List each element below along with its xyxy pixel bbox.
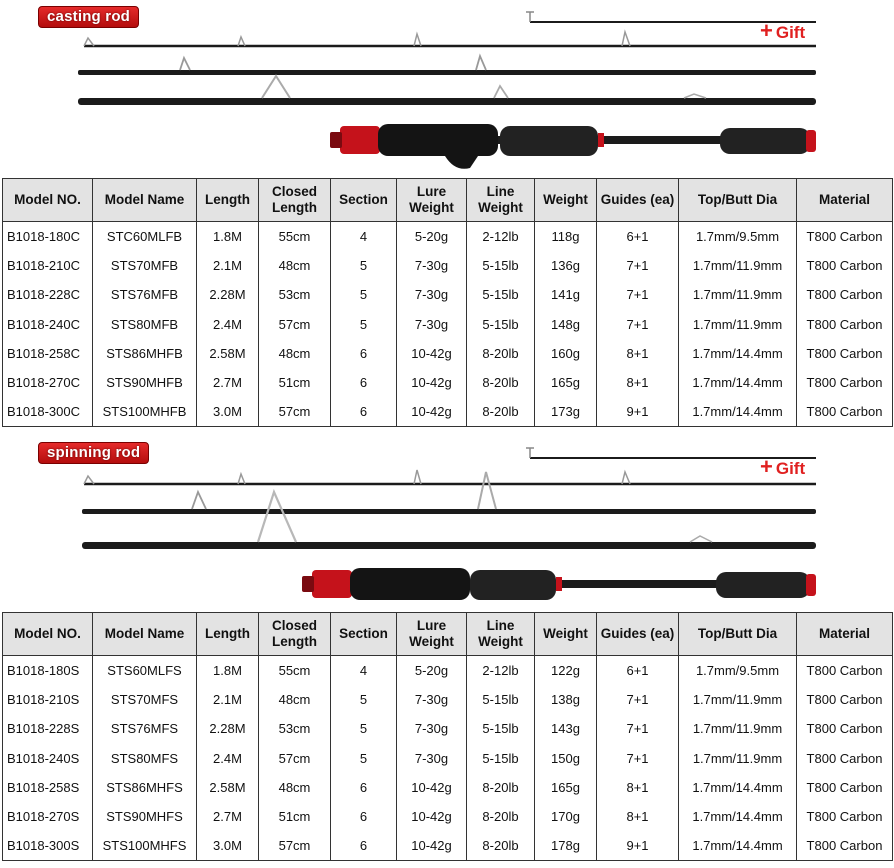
table-cell: STS90MHFS	[93, 802, 197, 831]
column-header	[259, 179, 331, 222]
plus-icon: +	[760, 18, 773, 43]
reel-seat-body	[350, 568, 470, 600]
table-cell: 1.7mm/14.4mm	[679, 773, 797, 802]
table-cell: 8-20lb	[467, 831, 535, 861]
column-header	[797, 613, 893, 656]
column-header	[3, 179, 93, 222]
table-cell: 2.7M	[197, 802, 259, 831]
table-cell: 8+1	[597, 802, 679, 831]
column-header-label: Closed	[271, 618, 317, 633]
line-guide	[478, 472, 496, 509]
line-guide	[494, 86, 508, 98]
table-cell: 48cm	[259, 773, 331, 802]
table-cell: B1018-240S	[3, 744, 93, 773]
table-cell: 10-42g	[397, 773, 467, 802]
column-header-label: Model NO.	[14, 626, 81, 641]
table-cell: 2.1M	[197, 685, 259, 714]
column-header	[597, 179, 679, 222]
table-cell: T800 Carbon	[797, 714, 893, 743]
table-cell: 10-42g	[397, 831, 467, 861]
table-row	[3, 397, 893, 427]
column-header-label: Lure	[416, 184, 447, 199]
table-cell: B1018-210S	[3, 685, 93, 714]
table-cell: 1.8M	[197, 222, 259, 252]
table-cell: STS90MHFB	[93, 368, 197, 397]
line-guide	[684, 94, 706, 98]
table-cell: 10-42g	[397, 397, 467, 427]
table-cell: 7-30g	[397, 685, 467, 714]
table-cell: 7-30g	[397, 310, 467, 339]
fore-grip	[470, 570, 556, 600]
table-cell: 8-20lb	[467, 397, 535, 427]
table-cell: 8-20lb	[467, 368, 535, 397]
table-cell: 1.7mm/11.9mm	[679, 685, 797, 714]
table-row	[3, 656, 893, 686]
table-cell: 7-30g	[397, 714, 467, 743]
table-cell: 7+1	[597, 744, 679, 773]
table-cell: 1.7mm/14.4mm	[679, 368, 797, 397]
table-cell: T800 Carbon	[797, 802, 893, 831]
table-cell: B1018-228S	[3, 714, 93, 743]
table-cell: 57cm	[259, 397, 331, 427]
table-cell: B1018-228C	[3, 280, 93, 309]
line-guide	[258, 492, 296, 542]
line-guide	[476, 56, 486, 70]
column-header	[797, 179, 893, 222]
table-cell: 5	[331, 744, 397, 773]
table-cell: 2-12lb	[467, 656, 535, 686]
table-cell: T800 Carbon	[797, 368, 893, 397]
table-cell: STS70MFS	[93, 685, 197, 714]
table-cell: 8+1	[597, 368, 679, 397]
table-cell: 55cm	[259, 656, 331, 686]
column-header	[197, 179, 259, 222]
table-cell: 2.4M	[197, 744, 259, 773]
table-cell: 7-30g	[397, 280, 467, 309]
table-cell: T800 Carbon	[797, 656, 893, 686]
table-cell: STS80MFS	[93, 744, 197, 773]
table-cell: STS86MHFB	[93, 339, 197, 368]
table-cell: 141g	[535, 280, 597, 309]
table-cell: B1018-258C	[3, 339, 93, 368]
table-cell: 170g	[535, 802, 597, 831]
column-header	[535, 613, 597, 656]
table-cell: 8-20lb	[467, 773, 535, 802]
column-header	[259, 613, 331, 656]
red-accent-ring	[556, 577, 562, 591]
table-cell: 122g	[535, 656, 597, 686]
column-header	[3, 613, 93, 656]
table-cell: 8+1	[597, 339, 679, 368]
column-header	[467, 613, 535, 656]
column-header-label: Weight	[478, 200, 523, 215]
table-row	[3, 339, 893, 368]
column-header	[331, 179, 397, 222]
line-guide	[414, 34, 421, 46]
table-cell: 51cm	[259, 368, 331, 397]
table-cell: 2-12lb	[467, 222, 535, 252]
table-row	[3, 773, 893, 802]
table-cell: STS60MLFS	[93, 656, 197, 686]
column-header	[397, 613, 467, 656]
table-cell: 5	[331, 280, 397, 309]
table-cell: T800 Carbon	[797, 251, 893, 280]
column-header-label: Model Name	[104, 192, 185, 207]
table-cell: 48cm	[259, 251, 331, 280]
trigger	[445, 156, 478, 169]
table-cell: STC60MLFB	[93, 222, 197, 252]
rear-grip	[716, 572, 810, 598]
table-row	[3, 222, 893, 252]
table-cell: 7-30g	[397, 251, 467, 280]
column-header	[597, 613, 679, 656]
table-cell: 57cm	[259, 310, 331, 339]
table-cell: 10-42g	[397, 368, 467, 397]
table-cell: 2.28M	[197, 714, 259, 743]
line-guide	[238, 37, 245, 46]
table-row	[3, 310, 893, 339]
table-row	[3, 802, 893, 831]
table-cell: 1.8M	[197, 656, 259, 686]
column-header	[93, 613, 197, 656]
table-cell: T800 Carbon	[797, 339, 893, 368]
column-header-label: Model NO.	[14, 192, 81, 207]
table-cell: 5-15lb	[467, 744, 535, 773]
table-body	[3, 656, 893, 861]
table-cell: 2.1M	[197, 251, 259, 280]
table-cell: 1.7mm/14.4mm	[679, 339, 797, 368]
column-header-label: Line	[486, 618, 515, 633]
table-cell: 4	[331, 656, 397, 686]
line-guide	[622, 472, 630, 484]
table-cell: 7-30g	[397, 744, 467, 773]
spinning-spec-table	[2, 612, 893, 861]
table-cell: B1018-270C	[3, 368, 93, 397]
table-cell: 173g	[535, 397, 597, 427]
column-header-label: Weight	[478, 634, 523, 649]
column-header-label: Length	[205, 192, 250, 207]
column-header	[679, 179, 797, 222]
butt-cap	[806, 130, 816, 152]
table-cell: 5-15lb	[467, 280, 535, 309]
column-header-label: Line	[486, 184, 515, 199]
table-cell: 5	[331, 685, 397, 714]
table-cell: 5-15lb	[467, 685, 535, 714]
table-cell: 6	[331, 368, 397, 397]
reel-seat-red	[340, 126, 380, 154]
butt-cap	[806, 574, 816, 596]
plus-icon: +	[760, 454, 773, 479]
column-header	[197, 613, 259, 656]
table-cell: 2.58M	[197, 773, 259, 802]
table-cell: 138g	[535, 685, 597, 714]
table-cell: 7+1	[597, 310, 679, 339]
table-cell: 6	[331, 397, 397, 427]
table-row	[3, 831, 893, 861]
table-cell: 57cm	[259, 831, 331, 861]
table-row	[3, 280, 893, 309]
table-header	[3, 613, 893, 656]
table-cell: 5-15lb	[467, 251, 535, 280]
table-cell: 7+1	[597, 714, 679, 743]
table-cell: T800 Carbon	[797, 685, 893, 714]
table-cell: 57cm	[259, 744, 331, 773]
line-guide	[238, 474, 245, 484]
table-cell: 1.7mm/9.5mm	[679, 656, 797, 686]
reel-seat-nut	[330, 132, 342, 148]
table-cell: 10-42g	[397, 802, 467, 831]
column-header-label: Weight	[543, 626, 588, 641]
column-header-label: Weight	[543, 192, 588, 207]
table-cell: 1.7mm/14.4mm	[679, 802, 797, 831]
column-header-label: Weight	[409, 200, 454, 215]
table-cell: B1018-180C	[3, 222, 93, 252]
gift-label	[760, 18, 806, 43]
column-header-label: Section	[339, 192, 388, 207]
table-row	[3, 251, 893, 280]
table-cell: STS86MHFS	[93, 773, 197, 802]
spinning-section	[0, 436, 894, 868]
table-cell: STS70MFB	[93, 251, 197, 280]
table-row	[3, 685, 893, 714]
table-cell: 1.7mm/9.5mm	[679, 222, 797, 252]
table-cell: 6+1	[597, 222, 679, 252]
table-cell: B1018-180S	[3, 656, 93, 686]
table-cell: 8-20lb	[467, 802, 535, 831]
table-cell: 5	[331, 714, 397, 743]
line-guide	[622, 32, 630, 46]
table-cell: 136g	[535, 251, 597, 280]
table-cell: 6	[331, 773, 397, 802]
table-row	[3, 714, 893, 743]
table-cell: STS76MFB	[93, 280, 197, 309]
table-cell: B1018-300C	[3, 397, 93, 427]
reel-seat-body	[378, 124, 498, 156]
table-cell: 1.7mm/11.9mm	[679, 310, 797, 339]
table-cell: 148g	[535, 310, 597, 339]
table-cell: T800 Carbon	[797, 310, 893, 339]
table-cell: 6	[331, 831, 397, 861]
line-guide	[414, 470, 421, 484]
table-cell: 1.7mm/11.9mm	[679, 251, 797, 280]
table-cell: 1.7mm/11.9mm	[679, 714, 797, 743]
table-cell: 5	[331, 310, 397, 339]
table-cell: 5-20g	[397, 222, 467, 252]
column-header-label: Guides (ea)	[600, 192, 675, 207]
line-guide	[690, 536, 712, 542]
table-cell: 1.7mm/11.9mm	[679, 744, 797, 773]
gift-text: Gift	[775, 459, 806, 478]
column-header	[93, 179, 197, 222]
table-cell: 2.4M	[197, 310, 259, 339]
table-cell: 6	[331, 802, 397, 831]
gift-text: Gift	[775, 23, 806, 42]
table-cell: T800 Carbon	[797, 280, 893, 309]
table-cell: 53cm	[259, 714, 331, 743]
column-header-label: Top/Butt Dia	[697, 192, 778, 207]
table-cell: 3.0M	[197, 831, 259, 861]
table-cell: 2.28M	[197, 280, 259, 309]
column-header-label: Length	[205, 626, 250, 641]
rod-upper-butt-piece	[78, 98, 816, 105]
column-header-label: Weight	[409, 634, 454, 649]
table-cell: 48cm	[259, 685, 331, 714]
column-header-label: Length	[272, 200, 317, 215]
table-cell: 2.7M	[197, 368, 259, 397]
reel-seat-red	[312, 570, 352, 598]
fore-grip	[500, 126, 598, 156]
table-cell: 5-20g	[397, 656, 467, 686]
table-cell: 9+1	[597, 397, 679, 427]
table-body	[3, 222, 893, 427]
casting-rod-tag: casting rod	[38, 6, 139, 28]
table-cell: STS100MHFS	[93, 831, 197, 861]
table-cell: T800 Carbon	[797, 831, 893, 861]
line-guide	[192, 492, 206, 509]
table-cell: B1018-300S	[3, 831, 93, 861]
table-cell: 5-15lb	[467, 714, 535, 743]
column-header-label: Closed	[271, 184, 317, 199]
table-cell: 8+1	[597, 773, 679, 802]
table-cell: 118g	[535, 222, 597, 252]
line-guide	[262, 76, 290, 98]
table-cell: 6	[331, 339, 397, 368]
table-cell: T800 Carbon	[797, 397, 893, 427]
tip-guide	[526, 12, 534, 22]
gift-label	[760, 454, 806, 479]
casting-spec-table	[2, 178, 893, 427]
column-header-label: Guides (ea)	[600, 626, 675, 641]
column-header-label: Top/Butt Dia	[697, 626, 778, 641]
spinning-rod-tag: spinning rod	[38, 442, 149, 464]
column-header-label: Material	[818, 192, 871, 207]
table-cell: 2.58M	[197, 339, 259, 368]
table-cell: B1018-210C	[3, 251, 93, 280]
table-cell: B1018-258S	[3, 773, 93, 802]
table-cell: 55cm	[259, 222, 331, 252]
column-header	[397, 179, 467, 222]
table-cell: T800 Carbon	[797, 773, 893, 802]
table-cell: 5-15lb	[467, 310, 535, 339]
table-cell: 53cm	[259, 280, 331, 309]
tip-guide	[526, 448, 534, 458]
column-header-label: Lure	[416, 618, 447, 633]
column-header	[679, 613, 797, 656]
table-cell: 150g	[535, 744, 597, 773]
table-cell: 3.0M	[197, 397, 259, 427]
table-cell: 7+1	[597, 280, 679, 309]
table-cell: STS100MHFB	[93, 397, 197, 427]
table-cell: 6+1	[597, 656, 679, 686]
table-cell: 8-20lb	[467, 339, 535, 368]
column-header-label: Material	[818, 626, 871, 641]
table-cell: 143g	[535, 714, 597, 743]
line-guide	[180, 58, 190, 70]
table-row	[3, 744, 893, 773]
rod-mid-piece	[82, 509, 816, 514]
table-cell: B1018-240C	[3, 310, 93, 339]
table-cell: 48cm	[259, 339, 331, 368]
table-cell: B1018-270S	[3, 802, 93, 831]
column-header-label: Section	[339, 626, 388, 641]
table-cell: 1.7mm/11.9mm	[679, 280, 797, 309]
rear-grip	[720, 128, 810, 154]
table-header	[3, 179, 893, 222]
table-cell: 160g	[535, 339, 597, 368]
column-header-label: Model Name	[104, 626, 185, 641]
rod-mid-piece	[78, 70, 816, 75]
column-header	[467, 179, 535, 222]
table-cell: 7+1	[597, 251, 679, 280]
column-header	[331, 613, 397, 656]
table-cell: 10-42g	[397, 339, 467, 368]
table-row	[3, 368, 893, 397]
table-cell: 51cm	[259, 802, 331, 831]
column-header	[535, 179, 597, 222]
rod-upper-butt-piece	[82, 542, 816, 549]
reel-seat-nut	[302, 576, 314, 592]
table-cell: 178g	[535, 831, 597, 861]
table-cell: 1.7mm/14.4mm	[679, 831, 797, 861]
table-cell: 5	[331, 251, 397, 280]
table-cell: STS76MFS	[93, 714, 197, 743]
table-cell: T800 Carbon	[797, 222, 893, 252]
table-cell: 7+1	[597, 685, 679, 714]
table-cell: 165g	[535, 368, 597, 397]
table-cell: 4	[331, 222, 397, 252]
table-cell: STS80MFB	[93, 310, 197, 339]
column-header-label: Length	[272, 634, 317, 649]
table-cell: 165g	[535, 773, 597, 802]
table-cell: T800 Carbon	[797, 744, 893, 773]
table-cell: 9+1	[597, 831, 679, 861]
red-accent-ring	[598, 133, 604, 147]
table-cell: 1.7mm/14.4mm	[679, 397, 797, 427]
